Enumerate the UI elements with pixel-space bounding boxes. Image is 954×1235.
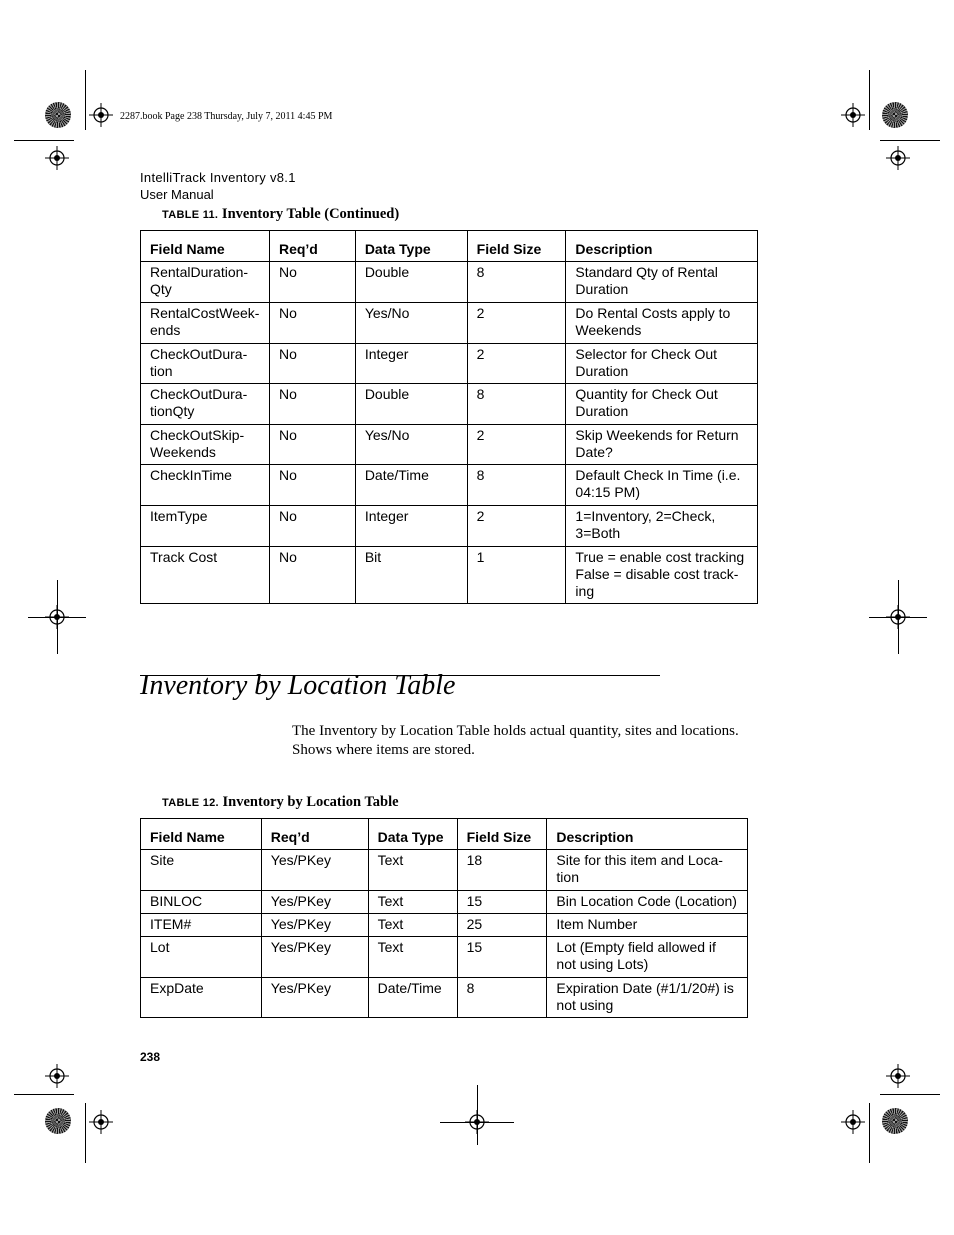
table-cell: RentalDuration- Qty <box>141 262 270 303</box>
table-cell: Lot <box>141 937 262 978</box>
table-header-row <box>141 231 758 262</box>
rosette-mark-icon <box>45 102 71 128</box>
table-cell: Yes/PKey <box>261 891 368 914</box>
table-cell: 1 <box>467 547 566 604</box>
column-header: Description <box>566 231 758 262</box>
table-cell: Item Number <box>547 914 748 937</box>
column-header: Field Name <box>141 819 262 850</box>
table-cell: 2 <box>467 425 566 465</box>
table-cell: Text <box>368 937 457 978</box>
registration-mark-icon <box>886 146 910 170</box>
table-cell: Text <box>368 914 457 937</box>
table-row <box>141 303 758 344</box>
table-row <box>141 384 758 425</box>
table-cell: Yes/PKey <box>261 850 368 891</box>
table-cell: Date/Time <box>355 465 467 506</box>
table-cell: Quantity for Check Out Duration <box>566 384 758 425</box>
registration-mark-icon <box>841 103 865 127</box>
table-cell: Lot (Empty field allowed if not using Lots) <box>547 937 748 978</box>
rosette-mark-icon <box>882 102 908 128</box>
table-cell: Do Rental Costs apply to Weekends <box>566 303 758 344</box>
rosette-mark-icon <box>882 1108 908 1134</box>
table-12-caption <box>162 794 399 811</box>
table-row <box>141 850 748 891</box>
table-row <box>141 425 758 465</box>
registration-mark-icon <box>89 103 113 127</box>
table-cell: No <box>269 344 355 384</box>
table-12-caption-label: TABLE 12. <box>162 797 219 809</box>
crop-line <box>880 140 940 141</box>
table-cell: Text <box>368 850 457 891</box>
table-11-caption <box>162 206 399 223</box>
table-cell: Double <box>355 384 467 425</box>
table-11-caption-title: Inventory Table (Continued) <box>221 206 400 222</box>
table-cell: CheckInTime <box>141 465 270 506</box>
table-row <box>141 465 758 506</box>
registration-mark-icon <box>45 1064 69 1088</box>
table-cell: Text <box>368 891 457 914</box>
table-row <box>141 262 758 303</box>
table-cell: Skip Weekends for Return Date? <box>566 425 758 465</box>
crop-line <box>14 1094 74 1095</box>
registration-mark-icon <box>841 1110 865 1134</box>
table-row <box>141 914 748 937</box>
table-cell: 8 <box>467 465 566 506</box>
page-number: 238 <box>140 1050 161 1064</box>
print-slug: 2287.book Page 238 Thursday, July 7, 2011 4:45 PM <box>120 111 333 122</box>
table-cell: Integer <box>355 344 467 384</box>
table-cell: No <box>269 547 355 604</box>
table-header-row <box>141 819 748 850</box>
table-11-caption-label: TABLE 11. <box>162 209 219 221</box>
column-header: Req’d <box>261 819 368 850</box>
table-cell: ExpDate <box>141 978 262 1018</box>
running-head-product: IntelliTrack Inventory v8.1 <box>140 170 296 185</box>
table-cell: 8 <box>457 978 547 1018</box>
table-cell: Yes/No <box>355 303 467 344</box>
table-cell: ITEM# <box>141 914 262 937</box>
crop-line <box>869 617 927 618</box>
crop-line <box>28 617 86 618</box>
table-cell: CheckOutDura- tion <box>141 344 270 384</box>
table-12-caption-title: Inventory by Location Table <box>222 794 399 810</box>
table-cell: Integer <box>355 506 467 547</box>
table-row <box>141 978 748 1018</box>
table-row <box>141 547 758 604</box>
table-cell: No <box>269 506 355 547</box>
table-cell: 1=Inventory, 2=Check, 3=Both <box>566 506 758 547</box>
table-cell: Yes/PKey <box>261 937 368 978</box>
crop-line <box>85 70 86 130</box>
table-cell: Double <box>355 262 467 303</box>
column-header: Field Size <box>457 819 547 850</box>
table-cell: CheckOutDura- tionQty <box>141 384 270 425</box>
table-cell: Site for this item and Loca- tion <box>547 850 748 891</box>
table-cell: 15 <box>457 937 547 978</box>
table-cell: No <box>269 425 355 465</box>
table-cell: No <box>269 465 355 506</box>
registration-mark-icon <box>89 1110 113 1134</box>
column-header: Field Name <box>141 231 270 262</box>
table-cell: Yes/PKey <box>261 914 368 937</box>
column-header: Description <box>547 819 748 850</box>
table-row <box>141 937 748 978</box>
table-cell: 25 <box>457 914 547 937</box>
crop-line <box>85 1103 86 1163</box>
column-header: Data Type <box>355 231 467 262</box>
registration-mark-icon <box>45 146 69 170</box>
table-cell: Date/Time <box>368 978 457 1018</box>
table-cell: Selector for Check Out Duration <box>566 344 758 384</box>
column-header: Req’d <box>269 231 355 262</box>
section-title: Inventory by Location Table <box>140 670 456 701</box>
table-cell: Expiration Date (#1/1/20#) is not using <box>547 978 748 1018</box>
crop-line <box>477 1085 478 1145</box>
table-cell: Yes/PKey <box>261 978 368 1018</box>
rosette-mark-icon <box>45 1108 71 1134</box>
table-cell: 2 <box>467 344 566 384</box>
table-row <box>141 891 748 914</box>
table-row <box>141 344 758 384</box>
table-cell: Default Check In Time (i.e. 04:15 PM) <box>566 465 758 506</box>
section-body: The Inventory by Location Table holds actual quantity, sites and locations. Shows where items are stored. <box>292 723 739 758</box>
table-cell: 8 <box>467 384 566 425</box>
table-cell: 8 <box>467 262 566 303</box>
running-head-subtitle: User Manual <box>140 187 214 202</box>
table-cell: Bit <box>355 547 467 604</box>
table-cell: RentalCostWeek- ends <box>141 303 270 344</box>
crop-line <box>880 1094 940 1095</box>
table-cell: ItemType <box>141 506 270 547</box>
table-cell: Bin Location Code (Location) <box>547 891 748 914</box>
table-row <box>141 506 758 547</box>
table-cell: 2 <box>467 506 566 547</box>
table-cell: CheckOutSkip- Weekends <box>141 425 270 465</box>
table-cell: BINLOC <box>141 891 262 914</box>
table-cell: Site <box>141 850 262 891</box>
table-cell: 2 <box>467 303 566 344</box>
inventory-by-location-table <box>140 818 748 1018</box>
crop-line <box>869 70 870 130</box>
table-cell: Yes/No <box>355 425 467 465</box>
table-cell: Standard Qty of Rental Duration <box>566 262 758 303</box>
table-cell: True = enable cost tracking False = disable cost track- ing <box>566 547 758 604</box>
column-header: Data Type <box>368 819 457 850</box>
table-cell: 15 <box>457 891 547 914</box>
column-header: Field Size <box>467 231 566 262</box>
table-cell: Track Cost <box>141 547 270 604</box>
registration-mark-icon <box>886 1064 910 1088</box>
table-cell: No <box>269 303 355 344</box>
table-cell: 18 <box>457 850 547 891</box>
crop-line <box>869 1103 870 1163</box>
crop-line <box>440 1122 514 1123</box>
crop-line <box>14 140 74 141</box>
inventory-table <box>140 230 758 604</box>
table-cell: No <box>269 262 355 303</box>
table-cell: No <box>269 384 355 425</box>
